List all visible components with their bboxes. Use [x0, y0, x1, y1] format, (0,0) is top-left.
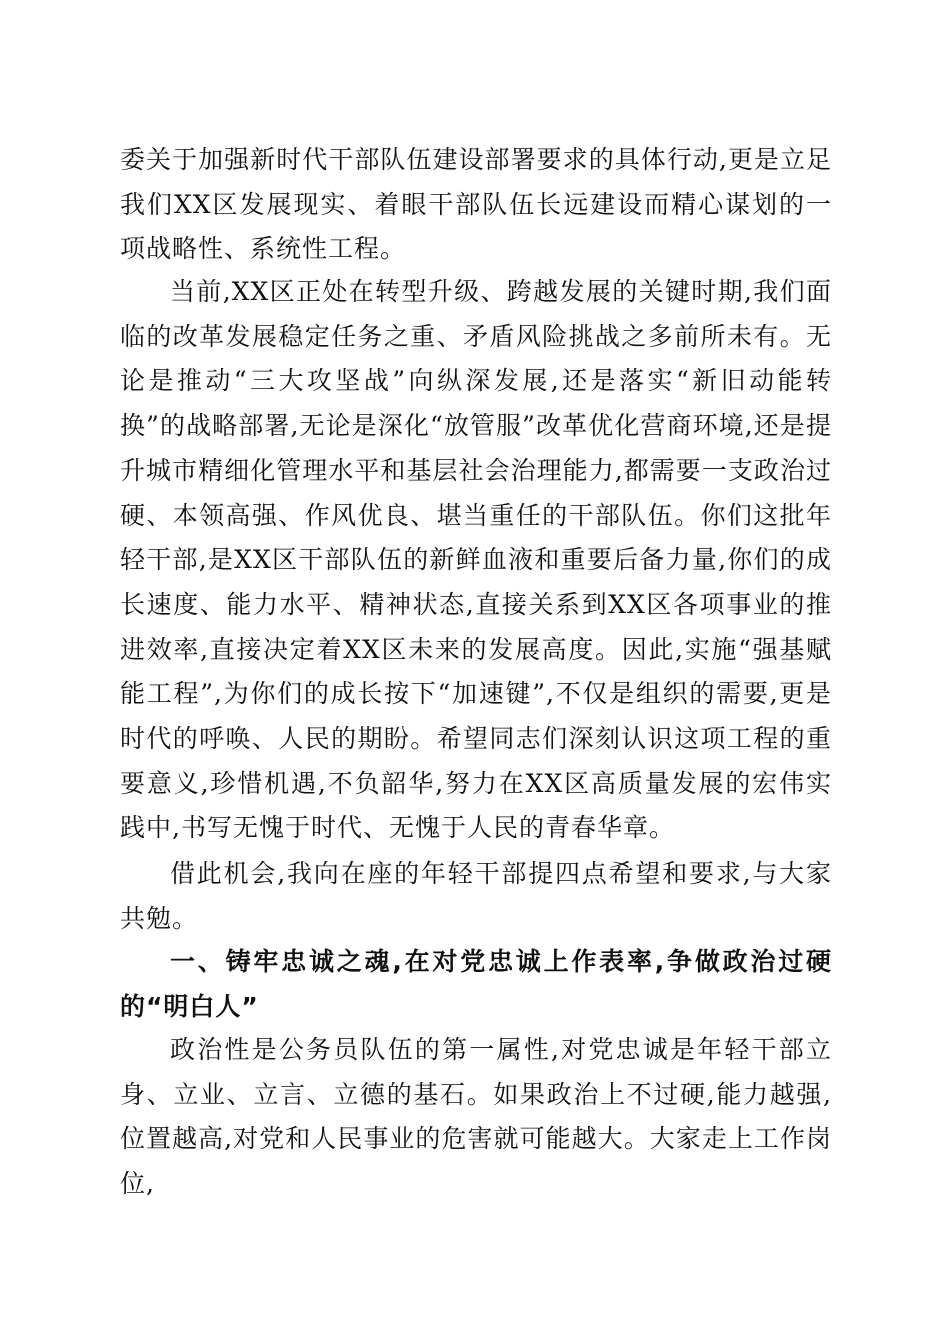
paragraph-current-situation	[120, 270, 832, 851]
paragraph-political-loyalty	[120, 1028, 832, 1207]
paragraph-continuation	[120, 138, 832, 272]
paragraph-text: 委关于加强新时代干部队伍建设部署要求的具体行动,更是立足我们XX区发展现实、着眼干部队伍长远建设而精心谋划的一项战略性、系统性工程。	[120, 145, 832, 264]
paragraph-text: 当前,XX区正处在转型升级、跨越发展的关键时期,我们面临的改革发展稳定任务之重、矛盾风险挑战之多前所未有。无论是推动“三大攻坚战”向纵深发展,还是落实“新旧动能转换”的战略部署,无论是深化“放管服”改革优化营商环境,还是提升城市精细化管理水平和基层社会治理能力,都需要一支政治过硬、本领高强、作风优良、堪当重任的干部队伍。你们这批年轻干部,是XX区干部队伍的新鲜血液和重要后备力量,你们的成长速度、能力水平、精神状态,直接关系到XX区各项事业的推进效率,直接决定着XX区未来的发展高度。因此,实施“强基赋能工程”,为你们的成长按下“加速键”,不仅是组织的需要,更是时代的呼唤、人民的期盼。希望同志们深刻认识这项工程的重要意义,珍惜机遇,不负韶华,努力在XX区高质量发展的宏伟实践中,书写无愧于时代、无愧于人民的青春华章。	[120, 277, 832, 843]
paragraph-text: 借此机会,我向在座的年轻干部提四点希望和要求,与大家共勉。	[120, 859, 832, 933]
paragraph-text: 政治性是公务员队伍的第一属性,对党忠诚是年轻干部立身、立业、立言、立德的基石。如果政治上不过硬,能力越强,位置越高,对党和人民事业的危害就可能越大。大家走上工作岗位,	[120, 1035, 832, 1199]
paragraph-hopes-intro	[120, 852, 832, 941]
heading-text: 一、铸牢忠诚之魂,在对党忠诚上作表率,争做政治过硬的“明白人”	[120, 947, 832, 1021]
section-heading-1	[120, 940, 832, 1029]
